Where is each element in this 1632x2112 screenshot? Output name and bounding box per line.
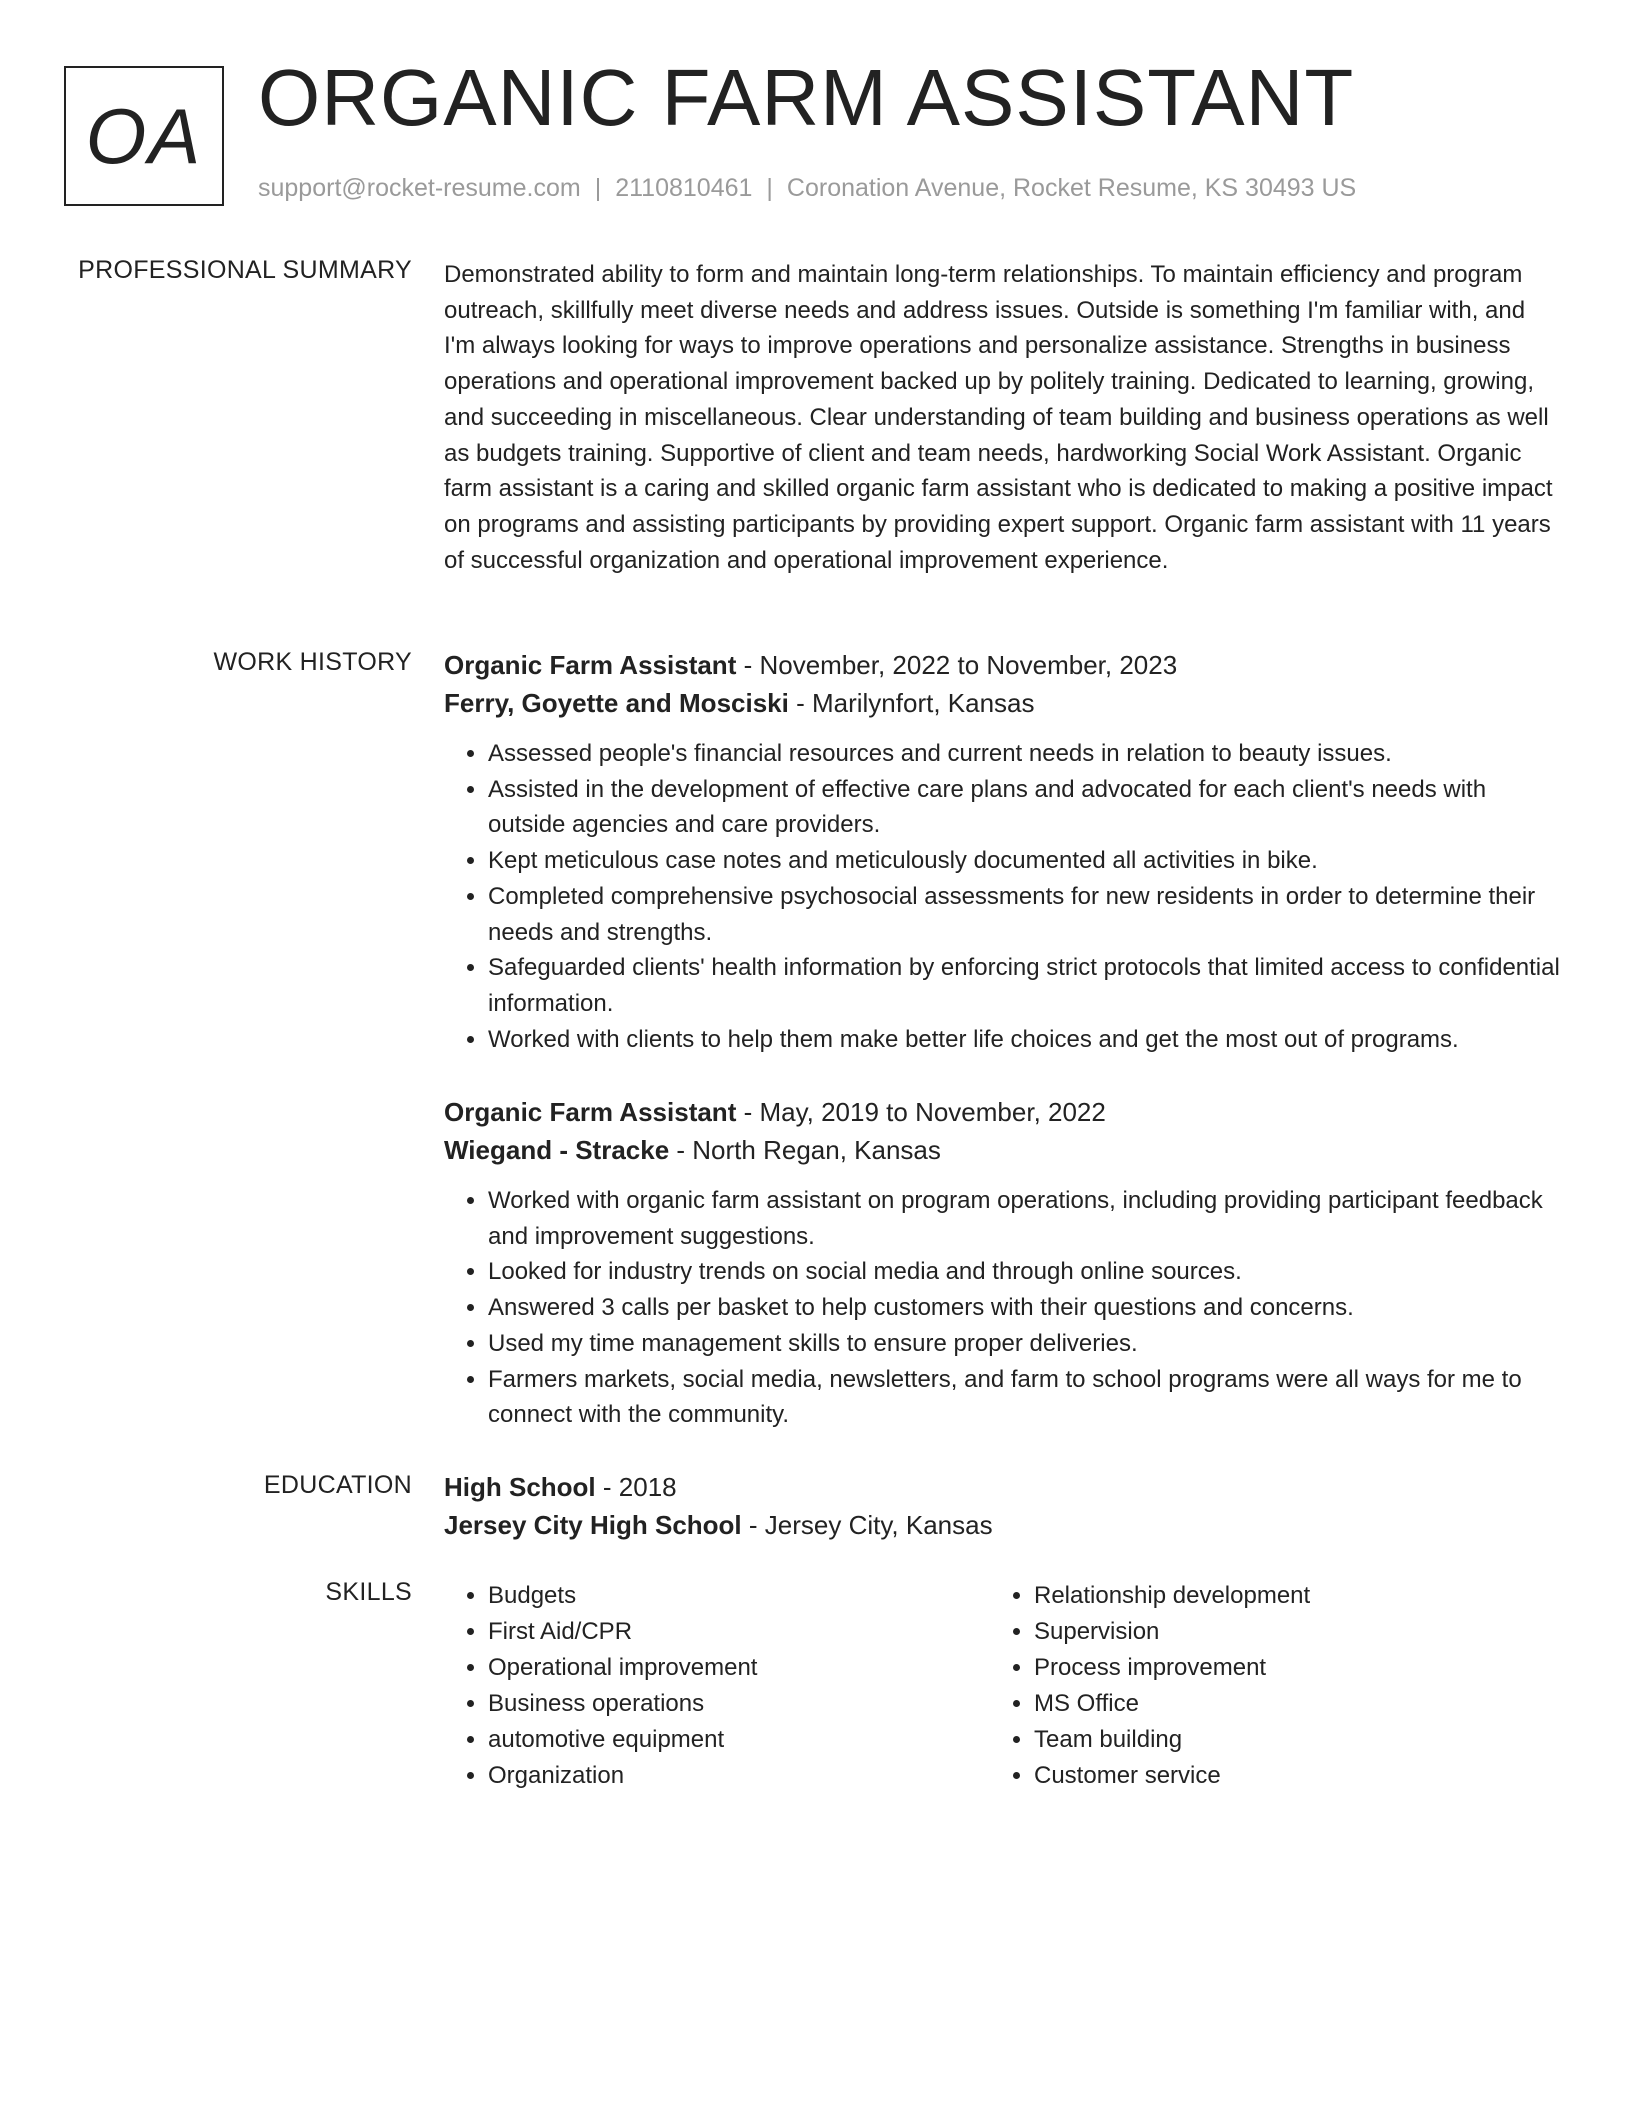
job-bullet: • Worked with organic farm assistant on program operations, including providing participant feedback and improvement suggestions. [488, 1183, 1562, 1254]
skill-item: • MS Office [1034, 1686, 1536, 1722]
education-location: - Jersey City, Kansas [741, 1510, 993, 1540]
education-year: - 2018 [595, 1472, 677, 1502]
job-location: - Marilynfort, Kansas [788, 688, 1035, 718]
skill-item: • Supervision [1034, 1614, 1536, 1650]
education-entry [444, 1468, 1562, 1544]
contact-phone: 2110810461 [615, 174, 753, 202]
skill-item: • Customer service [1034, 1758, 1536, 1794]
job-entry [444, 646, 1562, 1057]
job-bullets [444, 1183, 1562, 1433]
job-bullets [444, 736, 1562, 1057]
contact-separator: | [766, 174, 773, 202]
skill-item: • Team building [1034, 1722, 1536, 1758]
job-title-line [444, 646, 1562, 684]
skill-item: • First Aid/CPR [488, 1614, 990, 1650]
job-company-line [444, 1131, 1562, 1169]
summary-text: Demonstrated ability to form and maintain long-term relationships. To maintain efficiency and program outreach, skillfully meet diverse needs and address issues. Outside is something I'm familiar with, and I'm always looking for ways to improve operations and personalize assistance. Strengths in business operations and operational improvement backed up by politely training. Dedicated to learning, growing, and succeeding in miscellaneous. Clear understanding of team building and business operations as well as budgets training. Supportive of client and team needs, hardworking Social Work Assistant. Organic farm assistant is a caring and skilled organic farm assistant who is dedicated to making a positive impact on programs and assisting participants by providing expert support. Organic farm assistant with 11 years of successful organization and operational improvement experience. [444, 261, 1553, 574]
skill-item: • Organization [488, 1758, 990, 1794]
skill-item: • Process improvement [1034, 1650, 1536, 1686]
job-dates: - November, 2022 to November, 2023 [736, 650, 1178, 680]
job-entry [444, 1093, 1562, 1433]
section-label-education: EDUCATION [263, 1471, 412, 1499]
skill-item: • Operational improvement [488, 1650, 990, 1686]
contact-line [258, 174, 1356, 203]
job-bullet: • Answered 3 calls per basket to help customers with their questions and concerns. [488, 1290, 1562, 1326]
skills-section [444, 1578, 1562, 1794]
skill-item: • Relationship development [1034, 1578, 1536, 1614]
education-degree-line [444, 1468, 1562, 1506]
skill-item: • automotive equipment [488, 1722, 990, 1758]
job-bullet: • Looked for industry trends on social media and through online sources. [488, 1254, 1562, 1290]
education-school: Jersey City High School [444, 1510, 742, 1540]
job-title: Organic Farm Assistant [444, 1097, 737, 1127]
job-bullet: • Farmers markets, social media, newsletters, and farm to school programs were all ways for me to connect with the community. [488, 1362, 1562, 1433]
section-label-skills: SKILLS [325, 1578, 412, 1606]
education-degree: High School [444, 1472, 596, 1502]
initials-monogram: OA [64, 66, 224, 206]
job-bullet: • Completed comprehensive psychosocial assessments for new residents in order to determine their needs and strengths. [488, 879, 1562, 950]
contact-email: support@rocket-resume.com [258, 174, 581, 202]
job-bullet: • Assessed people's financial resources and current needs in relation to beauty issues. [488, 736, 1562, 772]
job-title-line [444, 1093, 1562, 1131]
section-label-summary: PROFESSIONAL SUMMARY [78, 256, 412, 284]
contact-separator: | [594, 174, 602, 202]
skill-item: • Budgets [488, 1578, 990, 1614]
job-bullet: • Kept meticulous case notes and meticulously documented all activities in bike. [488, 843, 1562, 879]
job-location: - North Regan, Kansas [669, 1135, 941, 1165]
section-label-work-history: WORK HISTORY [213, 648, 412, 676]
skills-column-right [990, 1578, 1536, 1794]
job-bullet: • Used my time management skills to ensure proper deliveries. [488, 1326, 1562, 1362]
job-company-line [444, 684, 1562, 722]
summary-section [444, 257, 1562, 578]
job-dates: - May, 2019 to November, 2022 [736, 1097, 1106, 1127]
resume-name-title: ORGANIC FARM ASSISTANT [258, 53, 1355, 142]
job-company: Wiegand - Stracke [444, 1135, 670, 1165]
job-company: Ferry, Goyette and Mosciski [444, 688, 789, 718]
job-bullet: • Safeguarded clients' health information by enforcing strict protocols that limited access to confidential information. [488, 950, 1562, 1021]
job-title: Organic Farm Assistant [444, 650, 737, 680]
skills-column-left [444, 1578, 990, 1794]
job-bullet: • Assisted in the development of effective care plans and advocated for each client's needs with outside agencies and care providers. [488, 772, 1562, 843]
education-school-line [444, 1506, 1562, 1544]
contact-address: Coronation Avenue, Rocket Resume, KS 30493 US [786, 174, 1357, 202]
skill-item: • Business operations [488, 1686, 990, 1722]
job-bullet: • Worked with clients to help them make better life choices and get the most out of programs. [488, 1022, 1562, 1058]
